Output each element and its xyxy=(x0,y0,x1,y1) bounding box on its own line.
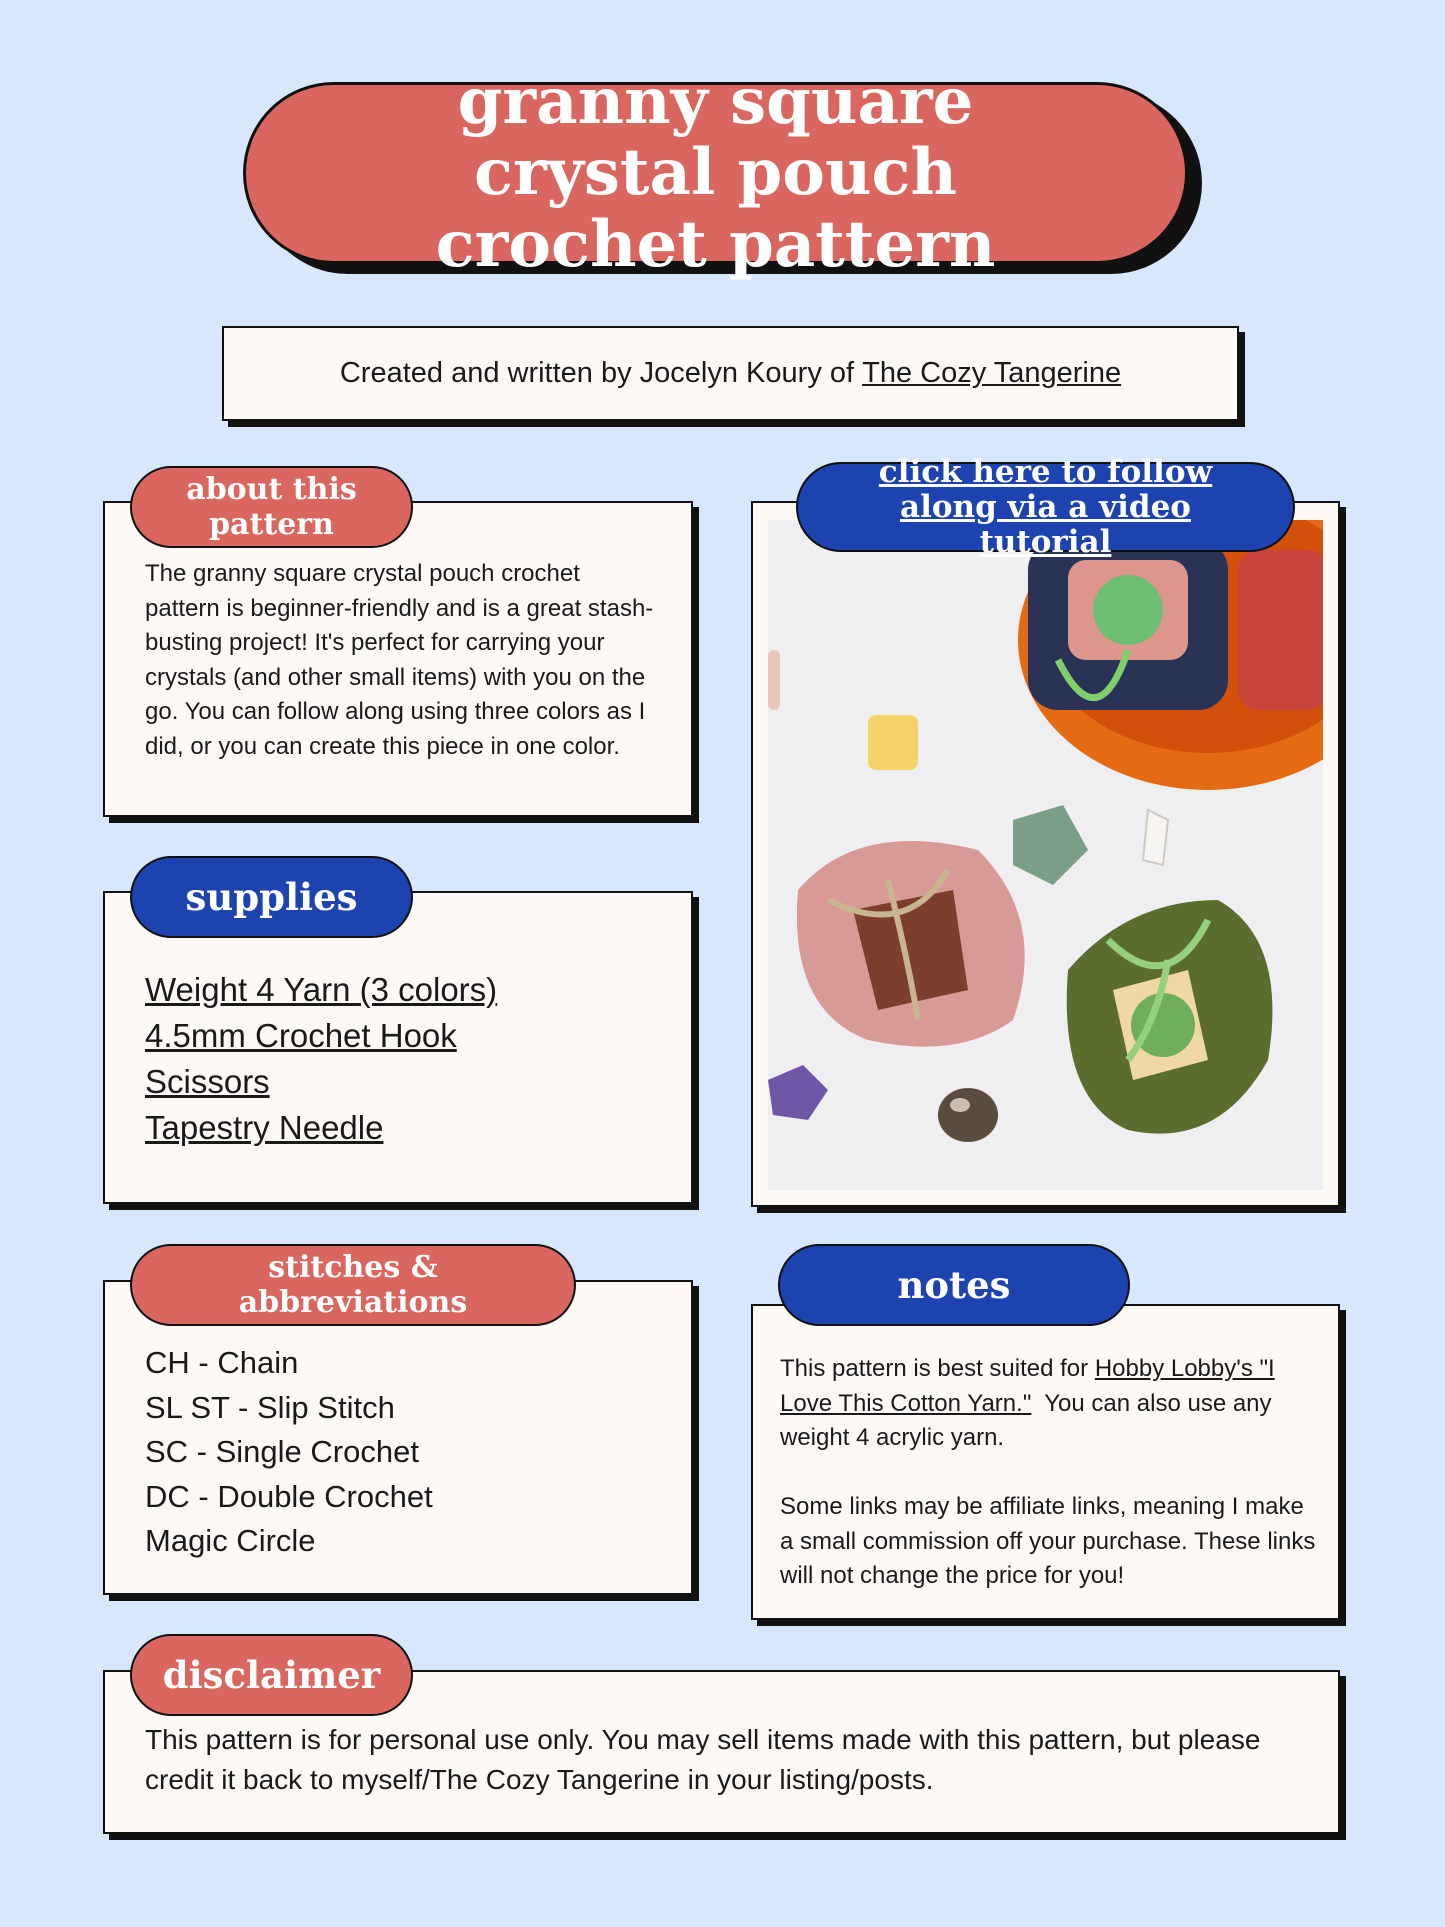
about-heading-text: about this pattern xyxy=(186,472,357,542)
page-title-text: granny square crystal pouch crochet pattern xyxy=(435,63,996,282)
notes-p1-prefix: This pattern is best suited for xyxy=(780,1355,1095,1382)
disclaimer-heading xyxy=(130,1634,413,1716)
stitch-double-crochet: DC - Double Crochet xyxy=(145,1478,433,1514)
author-credit-text: Created and written by Jocelyn Koury of xyxy=(339,357,863,389)
notes-heading xyxy=(778,1244,1130,1326)
author-credit xyxy=(222,326,1239,421)
stitches-card xyxy=(103,1280,693,1595)
notes-p1-suffix: You can also use any weight 4 acrylic yarn. xyxy=(780,1389,1279,1451)
supply-item-yarn[interactable]: Weight 4 Yarn (3 colors) xyxy=(145,971,498,1008)
disclaimer-body: This pattern is for personal use only. You may sell items made with this pattern, but please credit it back to myself/The Cozy Tangerine in your listing/posts. xyxy=(145,1724,1261,1795)
supply-item-needle[interactable]: Tapestry Needle xyxy=(145,1109,384,1146)
stitches-list xyxy=(145,1341,675,1564)
crochet-pouch-illustration xyxy=(768,520,1323,1190)
stitches-heading-text: stitches & abbreviations xyxy=(238,1250,468,1320)
stitch-chain: CH - Chain xyxy=(145,1345,299,1380)
about-card xyxy=(103,501,693,817)
stitches-heading xyxy=(130,1244,576,1326)
hobby-lobby-yarn-link[interactable]: Hobby Lobby's "I Love This Cotton Yarn." xyxy=(780,1355,1275,1417)
about-body: The granny square crystal pouch crochet pattern is beginner-friendly and is a great stash-busting project! It's perfect for carrying your crystals (and other small items) with you on the go. You can follow along using three colors as I did, or you can create this piece in one color. xyxy=(145,560,654,760)
disclaimer-heading-text: disclaimer xyxy=(162,1652,381,1697)
video-tutorial-text[interactable]: click here to follow along via a video tutorial xyxy=(878,453,1213,560)
stitch-magic-circle: Magic Circle xyxy=(145,1523,316,1558)
about-heading xyxy=(130,466,413,548)
crochet-pouch-photo[interactable] xyxy=(768,520,1323,1190)
supplies-list xyxy=(145,967,675,1151)
notes-heading-text: notes xyxy=(897,1262,1011,1307)
notes-paragraph-2: Some links may be affiliate links, meaning I make a small commission off your purchase. These links will not change the price for you! xyxy=(780,1493,1316,1589)
notes-card xyxy=(751,1304,1340,1620)
stitch-slip-stitch: SL ST - Slip Stitch xyxy=(145,1389,395,1425)
supply-item-hook[interactable]: 4.5mm Crochet Hook xyxy=(145,1017,457,1054)
notes-body xyxy=(780,1352,1320,1594)
supplies-heading-text: supplies xyxy=(185,874,358,919)
stitch-single-crochet: SC - Single Crochet xyxy=(145,1434,419,1469)
page-title xyxy=(243,63,1188,282)
video-tutorial-link[interactable] xyxy=(796,453,1295,560)
supply-item-scissors[interactable]: Scissors xyxy=(145,1063,270,1100)
notes-paragraph-1 xyxy=(780,1352,1320,1456)
cozy-tangerine-link[interactable]: The Cozy Tangerine xyxy=(862,357,1122,389)
supplies-heading xyxy=(130,856,413,938)
